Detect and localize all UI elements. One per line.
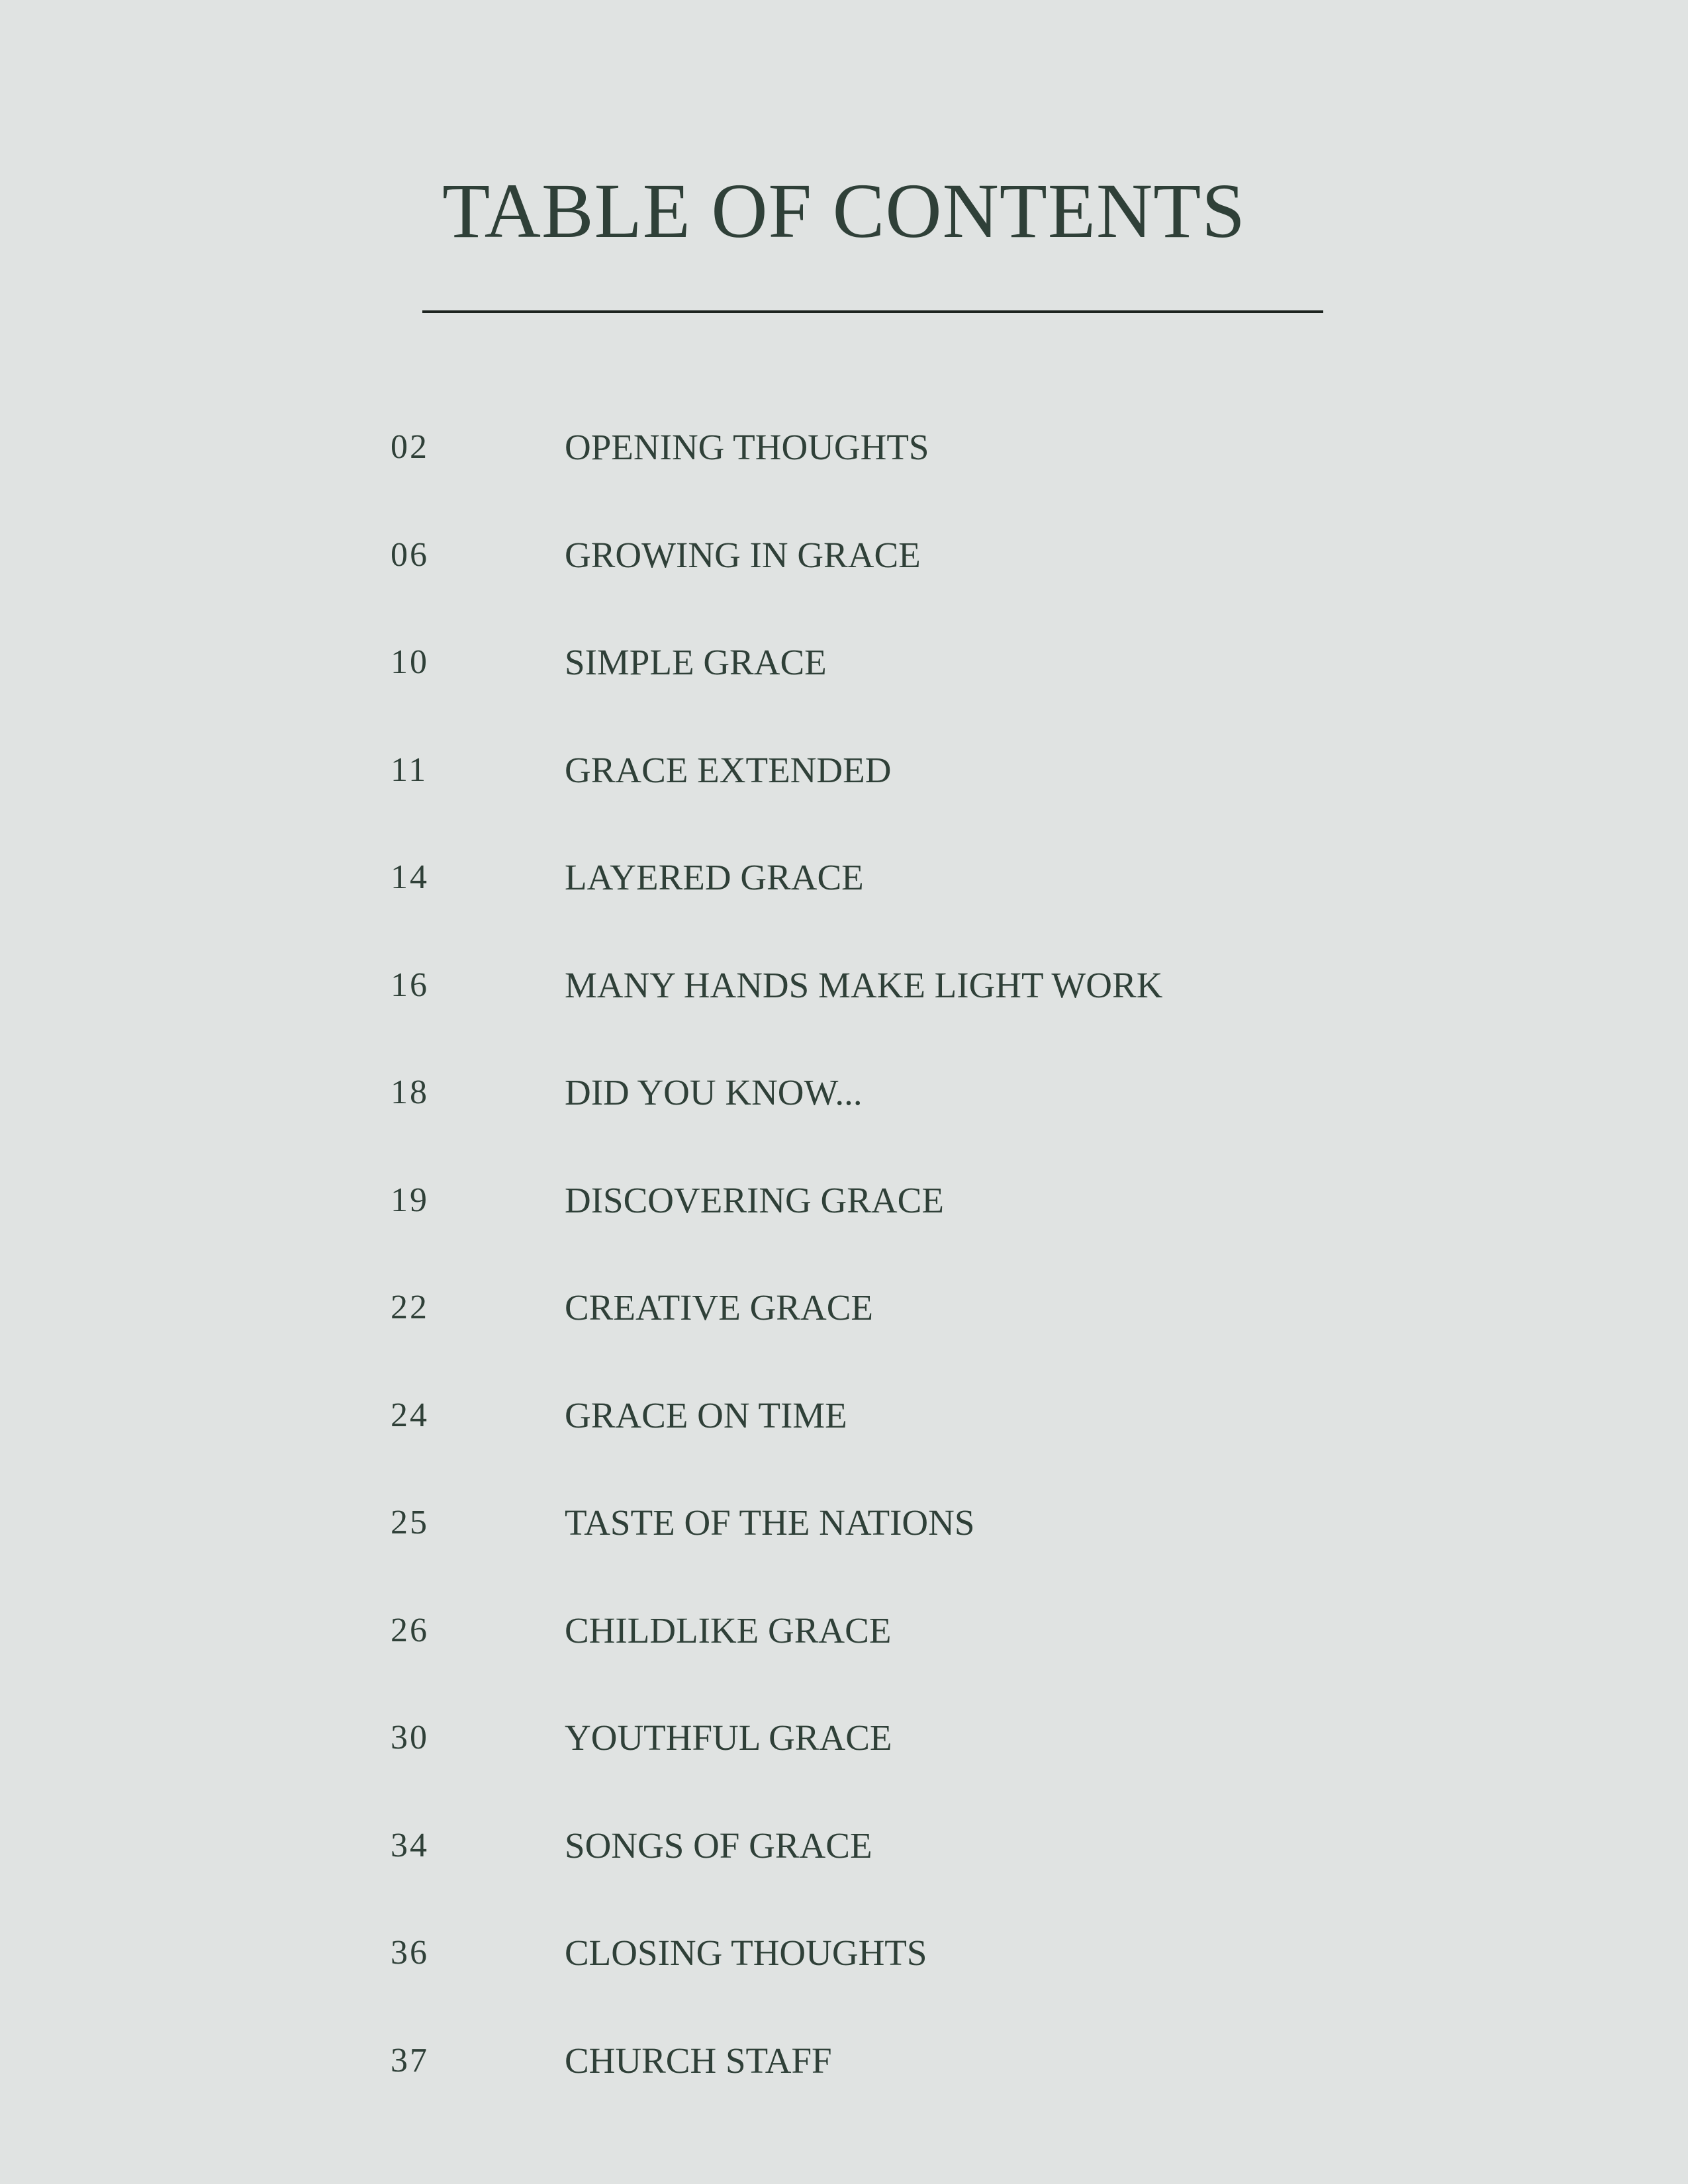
toc-entry-title: DID YOU KNOW...	[565, 1072, 863, 1113]
toc-entry-title: CREATIVE GRACE	[565, 1287, 873, 1328]
toc-entry[interactable]	[0, 1691, 1688, 1799]
toc-page-number: 19	[391, 1181, 429, 1219]
toc-entry[interactable]	[0, 1799, 1688, 1907]
toc-entry-title: CLOSING THOUGHTS	[565, 1933, 927, 1973]
toc-entry-title: GRACE EXTENDED	[565, 749, 892, 790]
toc-entry-title: MANY HANDS MAKE LIGHT WORK	[565, 964, 1163, 1005]
toc-entry[interactable]	[0, 938, 1688, 1046]
toc-entry-title: LAYERED GRACE	[565, 857, 864, 897]
toc-entry[interactable]	[0, 1154, 1688, 1261]
toc-entry[interactable]	[0, 615, 1688, 723]
page-title: TABLE OF CONTENTS	[442, 167, 1246, 254]
toc-entry-title: GROWING IN GRACE	[565, 534, 921, 575]
toc-page-number: 16	[391, 966, 429, 1004]
toc-entry-title: SIMPLE GRACE	[565, 642, 827, 682]
toc-entry-title: CHILDLIKE GRACE	[565, 1610, 892, 1651]
toc-entry[interactable]	[0, 1476, 1688, 1584]
toc-entry-title: OPENING THOUGHTS	[565, 427, 929, 467]
toc-entry-title: TASTE OF THE NATIONS	[565, 1502, 975, 1543]
toc-entry-title: GRACE ON TIME	[565, 1394, 847, 1435]
toc-page-number: 10	[391, 643, 429, 681]
toc-entry[interactable]	[0, 1261, 1688, 1369]
toc-entry-title: YOUTHFUL GRACE	[565, 1717, 892, 1758]
toc-entry[interactable]	[0, 1046, 1688, 1154]
toc-entry[interactable]	[0, 831, 1688, 938]
toc-page-number: 26	[391, 1611, 429, 1649]
toc-page-number: 14	[391, 858, 429, 896]
toc-page-number: 37	[391, 2041, 429, 2079]
toc-page-number: 02	[391, 428, 429, 466]
toc-page-number: 34	[391, 1826, 429, 1864]
toc-page-number: 22	[391, 1289, 429, 1326]
toc-entry-title: CHURCH STAFF	[565, 2040, 832, 2081]
toc-entry[interactable]	[0, 2014, 1688, 2122]
toc-page-number: 24	[391, 1396, 429, 1434]
toc-page-number: 06	[391, 535, 429, 574]
toc-entry[interactable]	[0, 508, 1688, 616]
toc-page-number: 36	[391, 1934, 429, 1972]
toc-list	[0, 400, 1688, 2121]
toc-entry-title: DISCOVERING GRACE	[565, 1179, 944, 1220]
toc-entry-title: SONGS OF GRACE	[565, 1825, 872, 1866]
toc-entry[interactable]	[0, 1584, 1688, 1692]
title-divider	[422, 310, 1323, 313]
toc-page-number: 25	[391, 1504, 429, 1541]
toc-page-number: 30	[391, 1719, 429, 1756]
toc-entry[interactable]	[0, 1369, 1688, 1477]
toc-entry[interactable]	[0, 1906, 1688, 2014]
toc-entry[interactable]	[0, 400, 1688, 508]
toc-page-number: 18	[391, 1073, 429, 1111]
toc-entry[interactable]	[0, 723, 1688, 831]
toc-page-number: 11	[391, 751, 428, 789]
